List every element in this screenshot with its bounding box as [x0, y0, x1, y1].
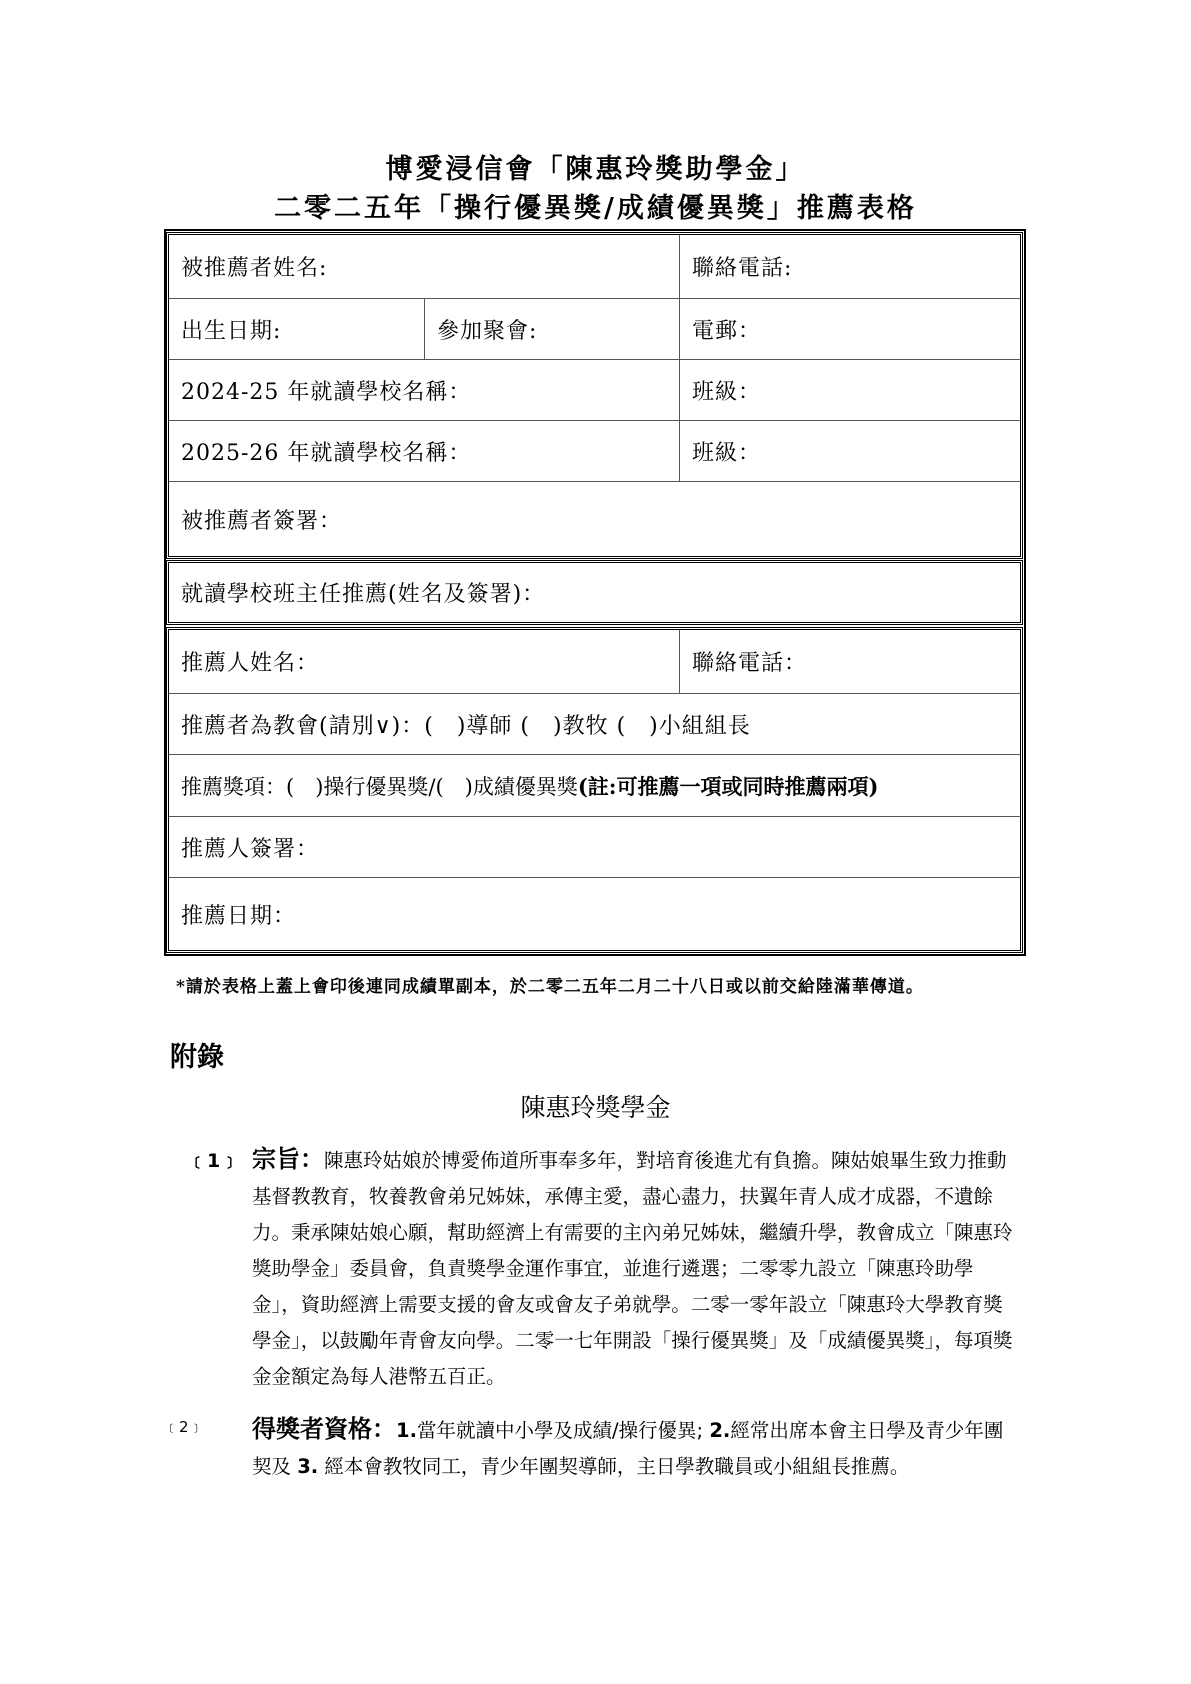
- school-2024-field[interactable]: [169, 360, 679, 420]
- award-item-note: (註:可推薦一項或同時推薦兩項): [577, 773, 879, 799]
- recommender-role-label: 推薦者為教會(請別∨)：( )導師 ( )教牧 ( )小組組長: [181, 713, 751, 739]
- teacher-section: [166, 560, 1023, 625]
- teacher-recommend-field[interactable]: [169, 563, 1020, 622]
- scholarship-title: 陳惠玲獎學金: [520, 1093, 671, 1122]
- class-2024-label: 班級：: [692, 379, 762, 405]
- join-church-label: 參加聚會:: [437, 318, 538, 344]
- appendix-heading: 附錄: [170, 1042, 224, 1073]
- recommender-phone-label: 聯絡電話：: [692, 651, 808, 676]
- recommender-phone-field[interactable]: [679, 630, 1020, 693]
- school-2025-field[interactable]: [169, 421, 679, 481]
- purpose-paragraph: [252, 1141, 1017, 1395]
- criterion-1-text: 當年就讀中小學及成績/操行優異;: [416, 1419, 710, 1442]
- school-2025-label: 2025-26 年就讀學校名稱：: [181, 440, 472, 466]
- email-label: 電郵：: [692, 318, 762, 344]
- recommend-date-field[interactable]: [169, 878, 1020, 950]
- section-number-1: ﹝1﹞: [188, 1150, 240, 1172]
- teacher-recommend-label: 就讀學校班主任推薦(姓名及簽署)：: [181, 582, 546, 607]
- nominee-name-field[interactable]: [169, 235, 679, 298]
- dob-field[interactable]: [169, 299, 424, 359]
- join-church-field[interactable]: [424, 299, 679, 359]
- nominee-section: [166, 232, 1023, 559]
- section-number-2: ﹝2﹞: [164, 1418, 204, 1436]
- criterion-2-text: 經常出席本會主日學及青少年團契及: [252, 1419, 1004, 1478]
- dob-label: 出生日期:: [181, 318, 282, 344]
- class-2025-field[interactable]: [679, 421, 1020, 481]
- recommender-signature-label: 推薦人簽署：: [181, 836, 320, 862]
- eligibility-lead: 得獎者資格：: [252, 1415, 396, 1443]
- recommender-role-field[interactable]: [169, 694, 1020, 754]
- recommender-section: [166, 627, 1023, 953]
- eligibility-paragraph: [252, 1411, 1017, 1485]
- award-item-label: 推薦獎項：( )操行優異獎/( )成績優異獎: [181, 774, 578, 799]
- nominee-signature-label: 被推薦者簽署：: [181, 508, 343, 534]
- recommend-date-label: 推薦日期：: [181, 903, 297, 929]
- criterion-1-number: 1.: [396, 1419, 417, 1442]
- email-field[interactable]: [679, 299, 1020, 359]
- recommender-signature-field[interactable]: [169, 817, 1020, 877]
- nominee-signature-field[interactable]: [169, 482, 1020, 556]
- nominee-name-label: 被推薦者姓名:: [181, 256, 328, 281]
- class-2025-label: 班級：: [692, 440, 762, 466]
- class-2024-field[interactable]: [679, 360, 1020, 420]
- submission-note: *請於表格上蓋上會印後連同成績單副本，於二零二五年二月二十八日或以前交給陸滿華傳道。: [176, 977, 924, 997]
- recommender-name-field[interactable]: [169, 630, 679, 693]
- nominee-phone-label: 聯絡電話:: [692, 256, 793, 281]
- form-title: 博愛浸信會「陳惠玲獎助學金」: [385, 154, 806, 185]
- school-2024-label: 2024-25 年就讀學校名稱：: [181, 379, 472, 405]
- award-item-field[interactable]: [169, 755, 1020, 816]
- criterion-3-text: 經本會教牧同工，青少年團契導師，主日學教職員或小組組長推薦。: [318, 1455, 910, 1478]
- criterion-2-number: 2.: [709, 1419, 731, 1442]
- purpose-lead: 宗旨：: [252, 1145, 324, 1173]
- purpose-text: 陳惠玲姑娘於博愛佈道所事奉多年，對培育後進尤有負擔。陳姑娘畢生致力推動基督教教育，牧養教會弟兄姊妹，承傳主愛，盡心盡力，扶翼年青人成才成器，不遺餘力。秉承陳姑娘心願，幫助經濟上有需要的主內弟兄姊妹，繼續升學，教會成立「陳惠玲獎助學金」委員會，負責獎學金運作事宜，並進行遴選；二零零九設立「陳惠玲助學金」，資助經濟上需要支援的會友或會友子弟就學。二零一零年設立「陳惠玲大學教育獎學金」，以鼓勵年青會友向學。二零一七年開設「操行優異獎」及「成績優異獎」，每項獎金金額定為每人港幣五百正。: [252, 1149, 1013, 1388]
- criterion-3-number: 3.: [297, 1455, 319, 1478]
- recommender-name-label: 推薦人姓名：: [181, 651, 320, 676]
- nominee-phone-field[interactable]: [679, 235, 1020, 298]
- form-subtitle: 二零二五年「操行優異獎/成績優異獎」推薦表格: [274, 193, 917, 224]
